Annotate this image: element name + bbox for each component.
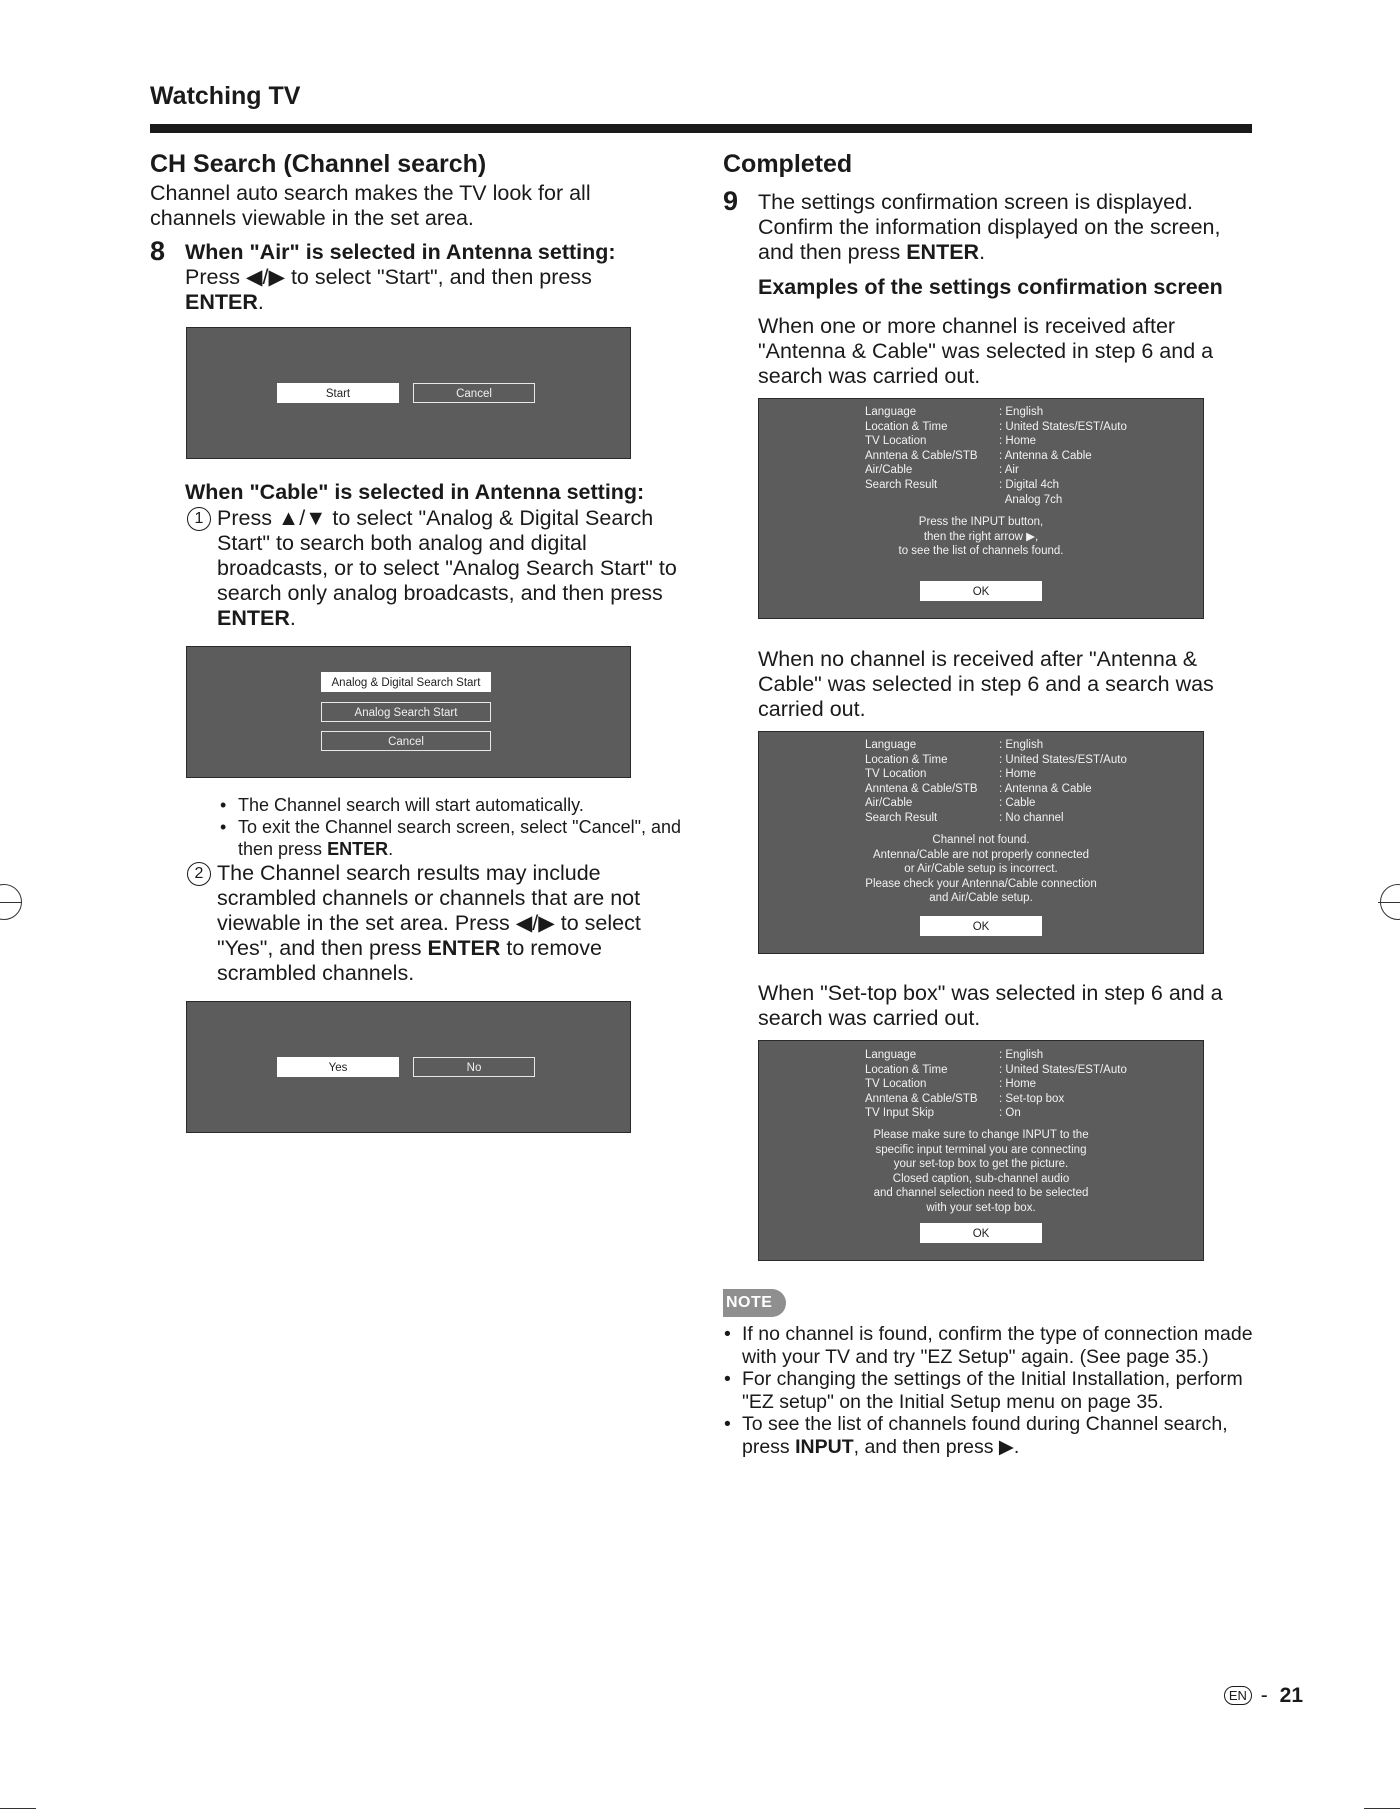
instruction-message: Press the INPUT button, then the right arrow ▶, to see the list of channels found. — [898, 516, 1064, 558]
step-9-number: 9 — [723, 186, 739, 216]
crop-circle — [0, 884, 22, 920]
tv-screen-cable-options — [186, 646, 631, 778]
cable-step-2: 2 The Channel search results may include scrambled channels or channels that are not viewable in the set area. Press ◀/▶ to select "Yes", and then press ENTER to remove scrambled channels. — [185, 861, 685, 986]
setting-row: Location & Time : United States/EST/Auto — [865, 753, 1127, 766]
note-item: • To see the list of channels found during Channel search, press INPUT, and then press ▶. — [722, 1413, 1262, 1458]
ch-search-title: CH Search (Channel search) — [150, 150, 487, 178]
setting-row: Search Result : No channel — [865, 811, 1064, 824]
setting-row: Language : English — [865, 1049, 1044, 1061]
bullet-exit: • To exit the Channel search screen, select "Cancel", and then press ENTER. — [218, 816, 688, 860]
completed-title: Completed — [723, 150, 853, 178]
start-button[interactable]: Start — [277, 383, 399, 403]
cable-step-1: 1 Press ▲/▼ to select "Analog & Digital Search Start" to search both analog and digital broadcasts, or to select "Analog Search Start" to search only analog broadcasts, and then press ENTER. — [185, 506, 685, 631]
note-list — [722, 1323, 1262, 1458]
setting-row: Anntena & Cable/STB : Antenna & Cable — [865, 782, 1092, 795]
note-item: • For changing the settings of the Initial Installation, perform "EZ setup" on the Initial Setup menu on page 35. — [722, 1368, 1262, 1413]
cancel-button[interactable]: Cancel — [413, 383, 535, 403]
section-header: Watching TV — [150, 82, 301, 110]
setting-row: TV Location : Home — [865, 435, 1037, 448]
settings-list — [865, 738, 1127, 826]
analog-digital-search-start-option[interactable]: Analog & Digital Search Start — [321, 672, 491, 692]
setting-row: Language : English — [865, 739, 1044, 751]
confirm-screen-set-top-box — [758, 1040, 1204, 1261]
example-3-caption: When "Set-top box" was selected in step 6 and a search was carried out. — [758, 981, 1223, 1030]
setting-row: Anntena & Cable/STB : Antenna & Cable — [865, 449, 1092, 462]
step-8 — [185, 240, 675, 315]
set-top-box-message: Please make sure to change INPUT to the specific input terminal you are connecting your set-top box to get the picture. Closed caption, sub-channel audio and channel selection need to be selected with your set-top box. — [873, 1129, 1089, 1214]
cable-notes — [218, 794, 688, 860]
ch-search-intro: Channel auto search makes the TV look for all channels viewable in the set area. — [150, 181, 591, 230]
bullet-auto-start: • The Channel search will start automatically. — [218, 794, 688, 816]
step-circle-2: 2 — [187, 862, 211, 886]
note-item: • If no channel is found, confirm the type of connection made with your TV and try "EZ Setup" again. (See page 35.) — [722, 1323, 1262, 1368]
settings-list — [865, 1048, 1127, 1121]
setting-row: Location & Time : United States/EST/Auto — [865, 420, 1127, 433]
tv-screen-scrambled — [186, 1001, 631, 1133]
setting-row: Location & Time : United States/EST/Auto — [865, 1063, 1127, 1076]
step-9-text: The settings confirmation screen is displayed. Confirm the information displayed on the screen, and then press ENTER. — [758, 190, 1221, 264]
examples-heading: Examples of the settings confirmation screen — [758, 275, 1223, 299]
confirm-screen-channels-found — [758, 398, 1204, 619]
setting-row: Anntena & Cable/STB : Set-top box — [865, 1092, 1065, 1105]
step-circle-1: 1 — [187, 507, 211, 531]
step-8-heading: When "Air" is selected in Antenna setting: — [185, 240, 616, 264]
analog-search-start-option[interactable]: Analog Search Start — [321, 702, 491, 722]
setting-row: Language : English — [865, 406, 1044, 418]
cable-heading: When "Cable" is selected in Antenna setting: — [185, 480, 645, 504]
crop-circle — [1380, 884, 1400, 920]
note-badge: NOTE — [723, 1289, 786, 1317]
yes-button[interactable]: Yes — [277, 1057, 399, 1077]
cancel-option[interactable]: Cancel — [321, 731, 491, 751]
crop-mark — [0, 1808, 36, 1809]
setting-row: TV Location : Home — [865, 1078, 1037, 1091]
example-2-caption: When no channel is received after "Antenna & Cable" was selected in step 6 and a search was carried out. — [758, 647, 1214, 721]
confirm-screen-no-channel — [758, 731, 1204, 954]
ok-button[interactable]: OK — [920, 581, 1042, 601]
header-rule — [150, 124, 1252, 133]
ok-button[interactable]: OK — [920, 1223, 1042, 1243]
left-column — [150, 150, 680, 231]
error-message: Channel not found. Antenna/Cable are not properly connected or Air/Cable setup is incorrect. Please check your Antenna/Cable connection and Air/Cable setup. — [865, 834, 1097, 905]
setting-row: Air/Cable : Air — [865, 464, 1019, 477]
setting-row: TV Input Skip : On — [865, 1107, 1021, 1120]
language-badge: EN — [1224, 1686, 1252, 1705]
setting-row: Search Result : Digital 4ch — [865, 478, 1060, 491]
settings-list — [865, 405, 1127, 507]
tv-screen-air-start — [186, 327, 631, 459]
step-8-text: Press ◀/▶ to select "Start", and then press ENTER. — [185, 265, 592, 314]
step-8-number: 8 — [150, 236, 166, 266]
example-1-caption: When one or more channel is received after "Antenna & Cable" was selected in step 6 and a search was carried out. — [758, 314, 1214, 388]
setting-row: Air/Cable : Cable — [865, 797, 1036, 810]
setting-row: TV Location : Home — [865, 768, 1037, 781]
page-number: EN - 21 — [1224, 1684, 1303, 1708]
ok-button[interactable]: OK — [920, 916, 1042, 936]
setting-row: Analog 7ch — [999, 493, 1063, 506]
crop-mark — [1364, 1808, 1400, 1809]
no-button[interactable]: No — [413, 1057, 535, 1077]
